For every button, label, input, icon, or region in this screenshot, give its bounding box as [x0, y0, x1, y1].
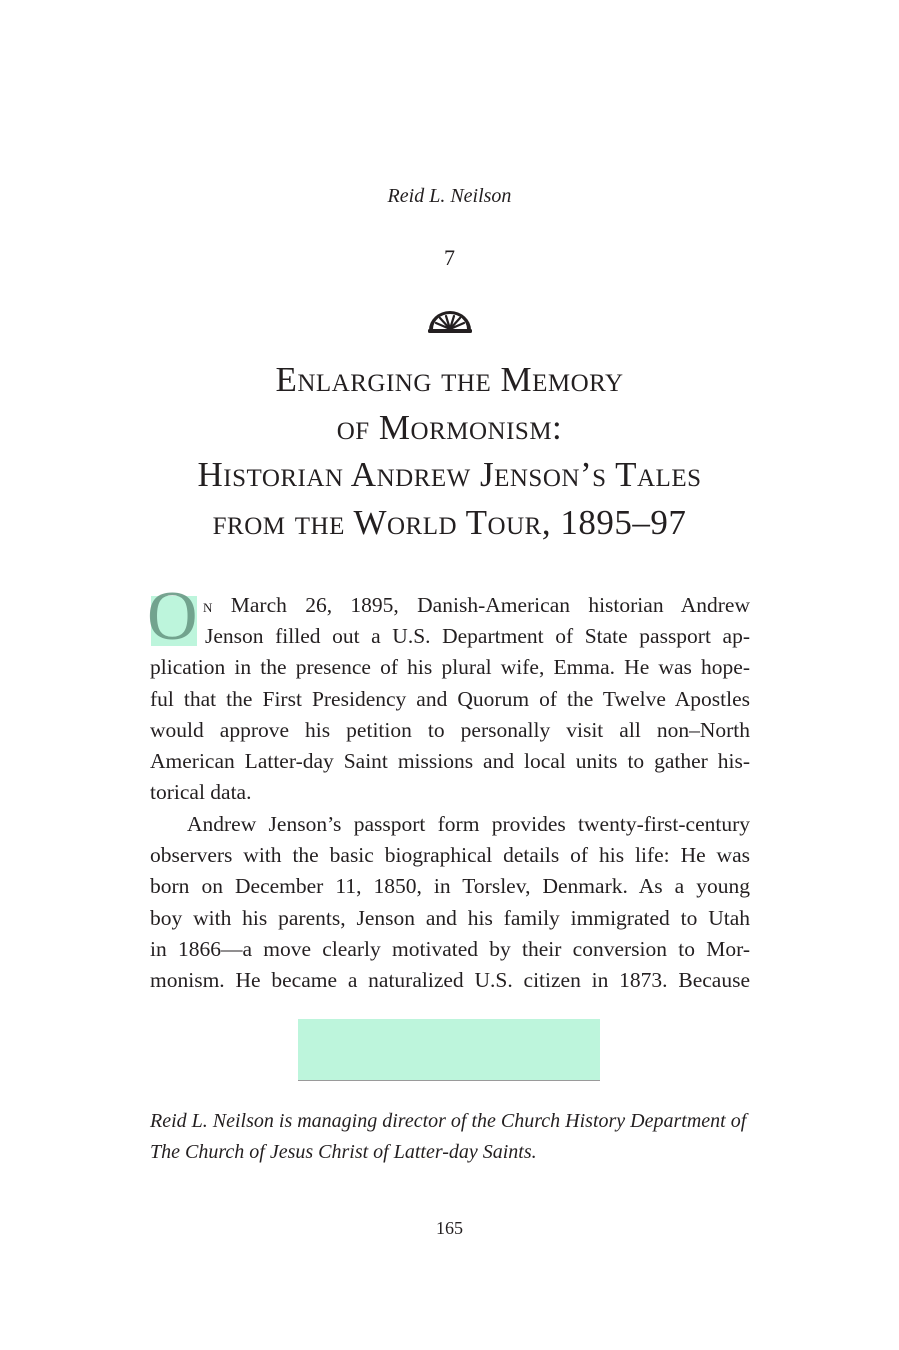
footnote-line: Reid L. Neilson is managing director of the Church History Department of — [150, 1110, 747, 1132]
chapter-number: 7 — [444, 245, 455, 270]
paragraph-line: in 1866—a move clearly motivated by their conversion to Mor- — [150, 936, 750, 961]
paragraph-line: monism. He became a naturalized U.S. citizen in 1873. Because — [150, 967, 750, 992]
chapter-title — [0, 356, 899, 546]
paragraph-line: boy with his parents, Jenson and his family immigrated to Utah — [150, 905, 750, 930]
title-line: from the World Tour, 1895–97 — [212, 502, 687, 542]
paragraph-line: born on December 11, 1850, in Torslev, Denmark. As a young — [150, 874, 750, 899]
author-footnote — [150, 1106, 770, 1168]
title-line: of Mormonism: — [336, 407, 563, 447]
paragraph-2 — [150, 809, 750, 996]
footnote-line: The Church of Jesus Christ of Latter-day Saints. — [150, 1141, 537, 1163]
paragraph-line: American Latter-day Saint missions and local units to gather his- — [150, 748, 750, 773]
paragraph-line: ful that the First Presidency and Quorum of the Twelve Apostles — [150, 686, 750, 711]
paragraph-line: Jenson filled out a U.S. Department of State passport ap- — [205, 624, 750, 649]
highlight-block — [298, 1019, 600, 1081]
paragraph-line: n March 26, 1895, Danish-American historian Andrew — [203, 593, 750, 617]
paragraph-line: plication in the presence of his plural wife, Emma. He was hope- — [150, 655, 750, 680]
title-line: Historian Andrew Jenson’s Tales — [197, 455, 702, 494]
title-line: Enlarging the Memory — [275, 360, 624, 399]
page-number: 165 — [436, 1218, 463, 1238]
first-word-small-caps: n — [203, 596, 213, 616]
drop-cap: O — [147, 578, 198, 655]
paragraph-line: torical data. — [150, 780, 252, 805]
paragraph-1 — [150, 590, 750, 808]
paragraph-line: observers with the basic biographical details of his life: He was — [150, 843, 750, 868]
chapter-author: Reid L. Neilson — [387, 185, 512, 207]
fan-ornament-icon — [427, 310, 473, 334]
paragraph-line: Andrew Jenson’s passport form provides twenty-first-century — [187, 812, 750, 836]
paragraph-line: would approve his petition to personally visit all non–North — [150, 717, 750, 742]
